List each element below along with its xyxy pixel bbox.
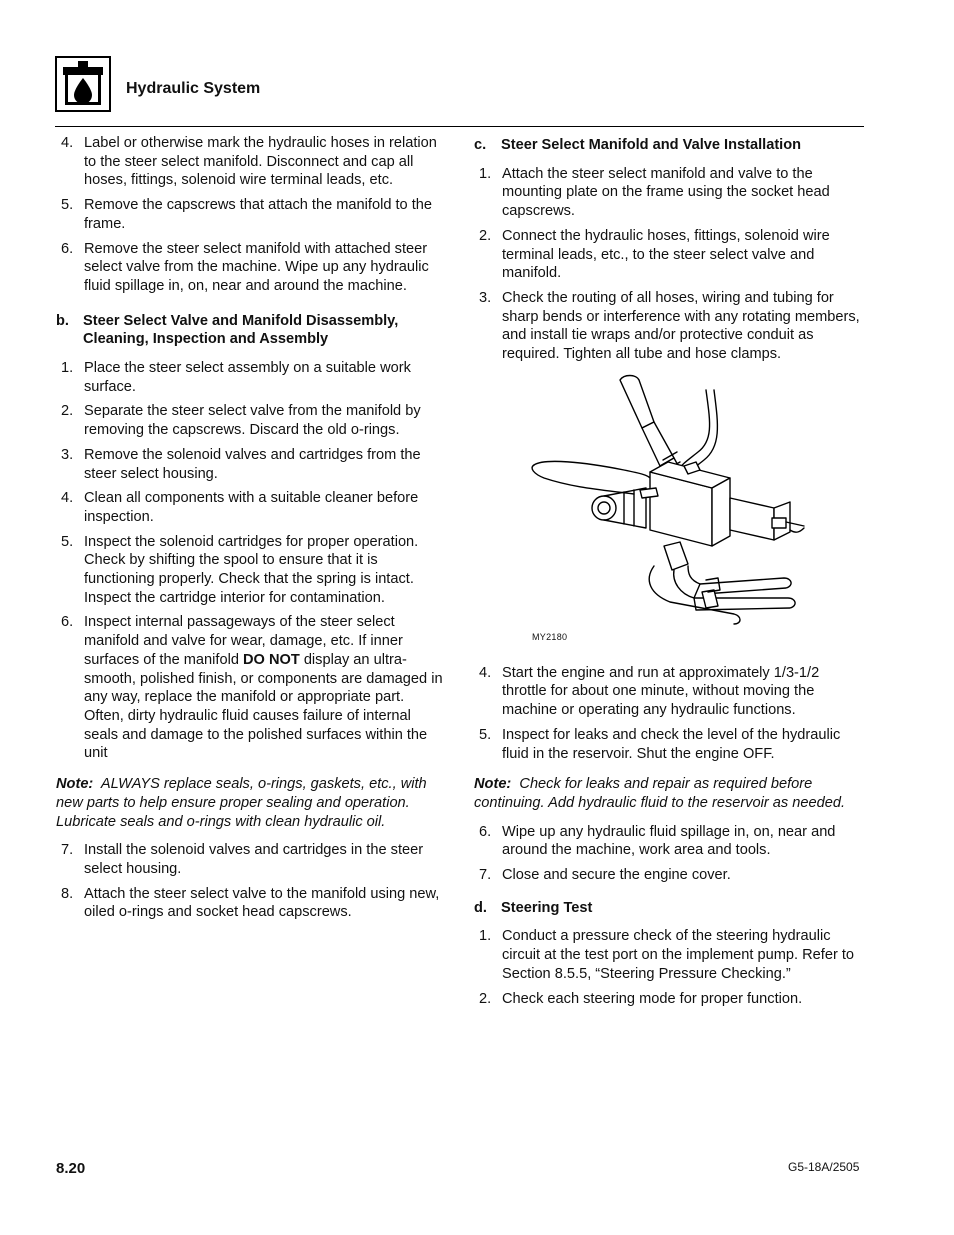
note-seals: Note: ALWAYS replace seals, o-rings, gaskets, etc., with new parts to help ensure proper sealing and operation. Lubricate seals and o-rings with clean hydraulic oil. [56, 776, 427, 830]
list-item: 5. Inspect for leaks and check the level of the hydraulic fluid in the reservoir. Shut the engine OFF. [479, 726, 841, 762]
list-item: 6. Wipe up any hydraulic fluid spillage in, on, near and around the machine, work area and tools. [479, 823, 836, 859]
list-item: 5. Remove the capscrews that attach the manifold to the frame. [61, 197, 433, 232]
page-number: 8.20 [56, 1160, 86, 1177]
emphasis-do-not: DO NOT [243, 651, 300, 668]
list-item: 2. Separate the steer select valve from the manifold by removing the capscrews. Discard the old o-rings. [61, 403, 421, 439]
figure-label: MY2180 [532, 631, 568, 642]
steering-test-steps [474, 927, 866, 1008]
list-item: 2. Check each steering mode for proper function. [479, 990, 803, 1007]
section-heading-d: d. Steering Test [474, 899, 593, 916]
startup-steps [474, 664, 866, 764]
hydraulic-system-icon [55, 56, 111, 112]
installation-steps [474, 165, 866, 364]
cleanup-steps [474, 823, 866, 885]
removal-steps [56, 134, 446, 296]
list-item: 7. Close and secure the engine cover. [479, 867, 731, 884]
list-item: 4. Label or otherwise mark the hydraulic hoses in relation to the steer select manifold. Disconnect and cap all hoses, fittings, solenoid wire terminal leads, etc. [61, 135, 437, 189]
list-item: 8. Attach the steer select valve to the manifold using new, oiled o-rings and socket head capscrews. [61, 885, 440, 921]
list-item: 4. Clean all components with a suitable cleaner before inspection. [61, 490, 419, 525]
disassembly-steps [56, 359, 446, 763]
section-heading-c: c. Steer Select Manifold and Valve Installation [474, 137, 802, 153]
list-item: 4. Start the engine and run at approximately 1/3-1/2 throttle for about one minute, without moving the machine or operating any hydraulic functions. [479, 664, 820, 719]
list-item: 3. Remove the solenoid valves and cartridges from the steer select housing. [61, 446, 421, 482]
assembly-steps [56, 841, 446, 922]
section-title: Hydraulic System [126, 80, 261, 97]
list-item: 1. Conduct a pressure check of the steering hydraulic circuit at the test port on the implement pump. Refer to Section 8.5.5, “Steering Pressure Checking.” [479, 928, 855, 982]
header-divider [55, 126, 864, 127]
right-column [474, 134, 866, 1014]
left-column [56, 134, 446, 928]
note-leaks: Note: Check for leaks and repair as required before continuing. Add hydraulic fluid to the reservoir as needed. [474, 776, 846, 811]
list-item: 3. Check the routing of all hoses, wiring and tubing for sharp bends or interference with any rotating members, and install tie wraps and/or protective conduit as required. Tighten all tube and hose clamps. [479, 289, 860, 363]
steer-select-valve-illustration [474, 370, 864, 652]
document-code: G5-18A/2505 [788, 1160, 860, 1174]
list-item: 5. Inspect the solenoid cartridges for proper operation. Check by shifting the spool to ensure that it is functioning properly. Check that the spring is intact. Inspect the cartridge interior for contamination. [61, 533, 419, 606]
list-item: 1. Attach the steer select manifold and valve to the mounting plate on the frame using the socket head capscrews. [479, 165, 830, 220]
list-item: 6. Inspect internal passageways of the steer select manifold and valve for wear, damage, etc. If inner surfaces of the manifold DO NOT display an ultra-smooth, polished finish, or components are damaged in any way, replace the manifold or appropriate part. Often, dirty hydraulic fluid causes failure of internal seals and damage to the polished surfaces within the unit [61, 614, 443, 762]
list-item: 7. Install the solenoid valves and cartridges in the steer select housing. [61, 842, 424, 877]
section-heading-b: b. Steer Select Valve and Manifold Disassembly, Cleaning, Inspection and Assembly [56, 312, 399, 348]
list-item: 1. Place the steer select assembly on a suitable work surface. [61, 360, 411, 395]
list-item: 6. Remove the steer select manifold with attached steer select valve from the machine. Wipe up any hydraulic fluid spillage in, on, near and around the machine. [61, 240, 429, 294]
list-item: 2. Connect the hydraulic hoses, fittings, solenoid wire terminal leads, etc., to the steer select valve and manifold. [479, 227, 830, 282]
